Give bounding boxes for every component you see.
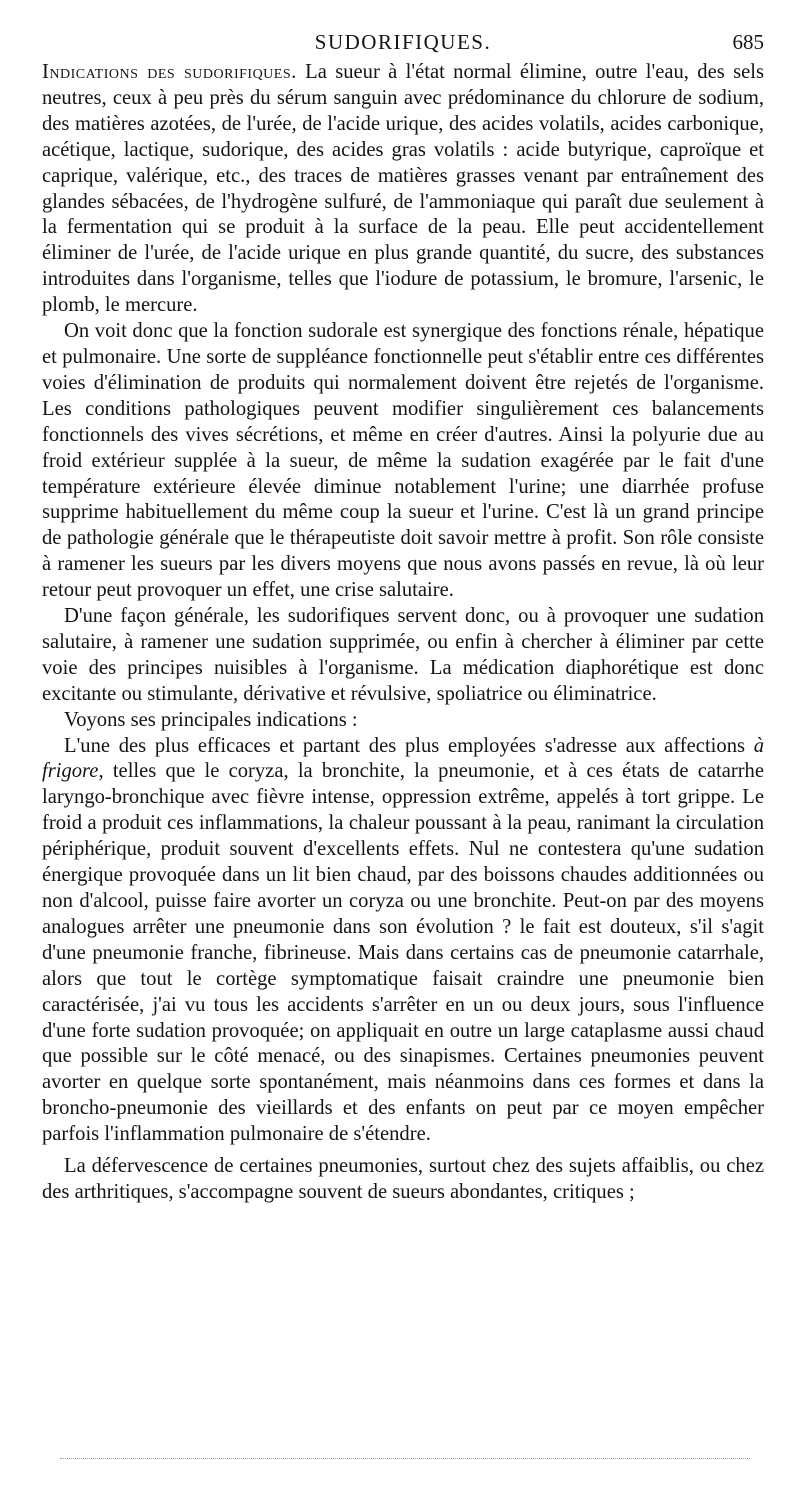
paragraph-defervescence: La défervescence de certaines pneumonies, surtout chez des sujets affaiblis, ou chez des arthritiques, s'accompagne souvent de sueurs abondantes, critiques ; (42, 1155, 764, 1203)
running-title: SUDORIFIQUES. (314, 30, 492, 54)
paragraph-a-frigore-rest: , telles que le coryza, la bronchite, la pneumonie, et à ces états de catarrhe laryngo-bronchique avec fièvre intense, oppression extrême, appelés à tort grippe. Le froid a produit ces inflammations, la chaleur poussant à la peau, ranimant la circulation périphérique, produit souvent d'excellents effets. Nul ne contestera qu'une sudation énergique provoquée dans un lit bien chaud, par des boissons chaudes additionnées ou non d'alcool, puisse faire avorter un coryza ou une bronchite. Peut-on par des moyens analogues arrêter une pneumonie dans son évolution ? le fait est douteux, s'il s'agit d'une pneumonie franche, fibrineuse. Mais dans certains cas de pneumonie catarrhale, alors que tout le cortège symptomatique faisait craindre une pneumonie bien caractérisée, j'ai vu tous les accidents s'arrêter en un ou deux jours, sous l'influence d'une forte sudation provoquée; on appliquait en outre un large cataplasme aussi chaud que possible sur le côté menacé, ou des sinapismes. Certaines pneumonies peuvent avorter en quelque sorte spontanément, mais néanmoins dans ces formes et dans la broncho-pneumonie des vieillards et des enfants on peut par ce moyen empêcher parfois l'inflammation pulmonaire de s'étendre. (42, 760, 764, 1146)
body-text (42, 60, 764, 1206)
paragraph-a-frigore (42, 734, 764, 1149)
paragraph-principal-indications: Voyons ses principales indications : (64, 708, 358, 731)
section-lead-indications: Indications des sudorifiques. (42, 61, 297, 83)
paragraph-indications (42, 60, 764, 319)
italic-a-frigore: à frigore (42, 734, 764, 783)
paragraph-synergy: On voit donc que la fonction sudorale est synergique des fonctions rénale, hépatique et pulmonaire. Une sorte de suppléance fonctionnelle peut s'établir entre ces différentes voies d'élimination de produits qui normalement doivent être rejetés de l'organisme. Les conditions pathologiques peuvent modifier singulièrement ces balancements fonctionnels des vives sécrétions, et même en créer d'autres. Ainsi la polyurie due au froid extérieur supplée à la sueur, de même la sudation exagérée par le fait d'une température extérieure élevée diminue notablement l'urine; une diarrhée profuse supprime habituellement du même coup la sueur et l'urine. C'est là un grand principe de pathologie générale que le thérapeutiste doit savoir mettre à profit. Son rôle consiste à ramener les sueurs par les divers moyens que nous avons passés en revue, là où leur retour peut provoquer un effet, une crise salutaire. (42, 320, 764, 602)
book-page (42, 28, 764, 1206)
footer-rule (60, 1458, 750, 1459)
paragraph-indications-text: La sueur à l'état normal élimine, outre l'eau, des sels neutres, ceux à peu près du sérum sanguin avec prédominance du chlorure de sodium, des matières azotées, de l'urée, de l'acide urique, des acides volatils, acides carbonique, acétique, lactique, sudorique, des acides gras volatils : acide butyrique, caproïque et caprique, valérique, etc., des traces de matières grasses venant par entraînement des glandes sébacées, de l'hydrogène sulfuré, de l'ammoniaque qui paraît due seulement à la fermentation qui se produit à la surface de la peau. Elle peut accidentellement éliminer de l'urée, de l'acide urique en plus grande quantité, du sucre, des substances introduites dans l'organisme, telles que l'iodure de potassium, le bromure, l'arsenic, le plomb, le mercure. (42, 61, 764, 317)
paragraph-a-frigore-start: L'une des plus efficaces et partant des plus employées s'adresse aux affections (64, 734, 754, 757)
page-number: 685 (732, 30, 764, 54)
paragraph-general-use: D'une façon générale, les sudorifiques servent donc, ou à provoquer une sudation salutaire, à ramener une sudation supprimée, ou enfin à chercher à éliminer par cette voie des principes nuisibles à l'organisme. La médication diaphorétique est donc excitante ou stimulante, dérivative et révulsive, spoliatrice ou éliminatrice. (42, 605, 764, 705)
running-head (42, 28, 764, 60)
